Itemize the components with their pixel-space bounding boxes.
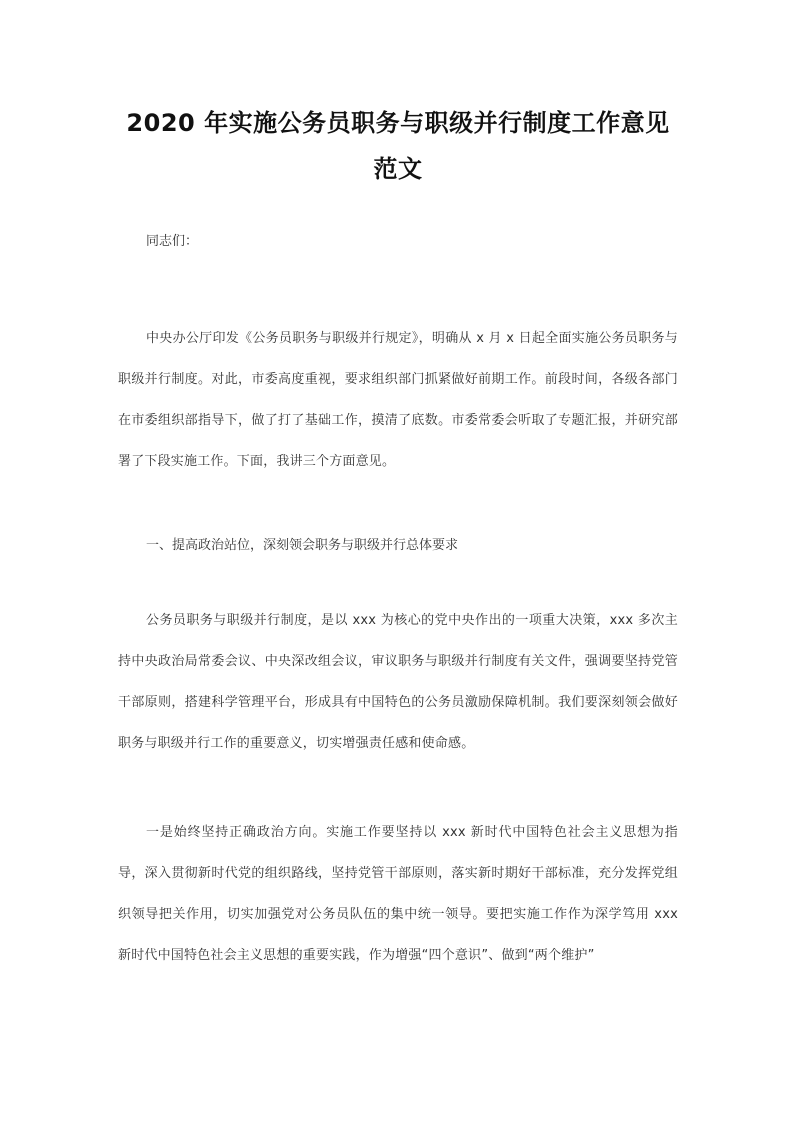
- section-heading-1: 一、提高政治站位，深刻领会职务与职级并行总体要求: [146, 538, 459, 553]
- paragraph-significance: 公务员职务与职级并行制度，是以 xxx 为核心的党中央作出的一项重大决策，xxx 多次主持中央政治局常委会议、中央深改组会议，审议职务与职级并行制度有关文件，强调要坚持党管干部原则，搭建科学管理平台，形成具有中国特色的公务员激励保障机制。我们要深刻领会做好职务与职级并行工作的重要意义，切实增强责任感和使命感。: [118, 613, 678, 751]
- paragraph-political-direction: 一是始终坚持正确政治方向。实施工作要坚持以 xxx 新时代中国特色社会主义思想为指导，深入贯彻新时代党的组织路线，坚持党管干部原则，落实新时期好干部标准，充分发挥党组织领导把关作用，切实加强党对公务员队伍的集中统一领导。要把实施工作作为深学笃用 xxx 新时代中国特色社会主义思想的重要实践，作为增强“四个意识”、做到“两个维护”: [118, 825, 678, 963]
- document-title: 2020 年实施公务员职务与职级并行制度工作意见范文: [126, 109, 670, 183]
- paragraph-intro: 中央办公厅印发《公务员职务与职级并行规定》，明确从 x 月 x 日起全面实施公务员职务与职级并行制度。对此，市委高度重视，要求组织部门抓紧做好前期工作。前段时间，各级各部门在市委组织部指导下，做了打了基础工作，摸清了底数。市委常委会听取了专题汇报，并研究部署了下段实施工作。下面，我讲三个方面意见。: [118, 331, 678, 469]
- salutation: 同志们：: [146, 234, 199, 249]
